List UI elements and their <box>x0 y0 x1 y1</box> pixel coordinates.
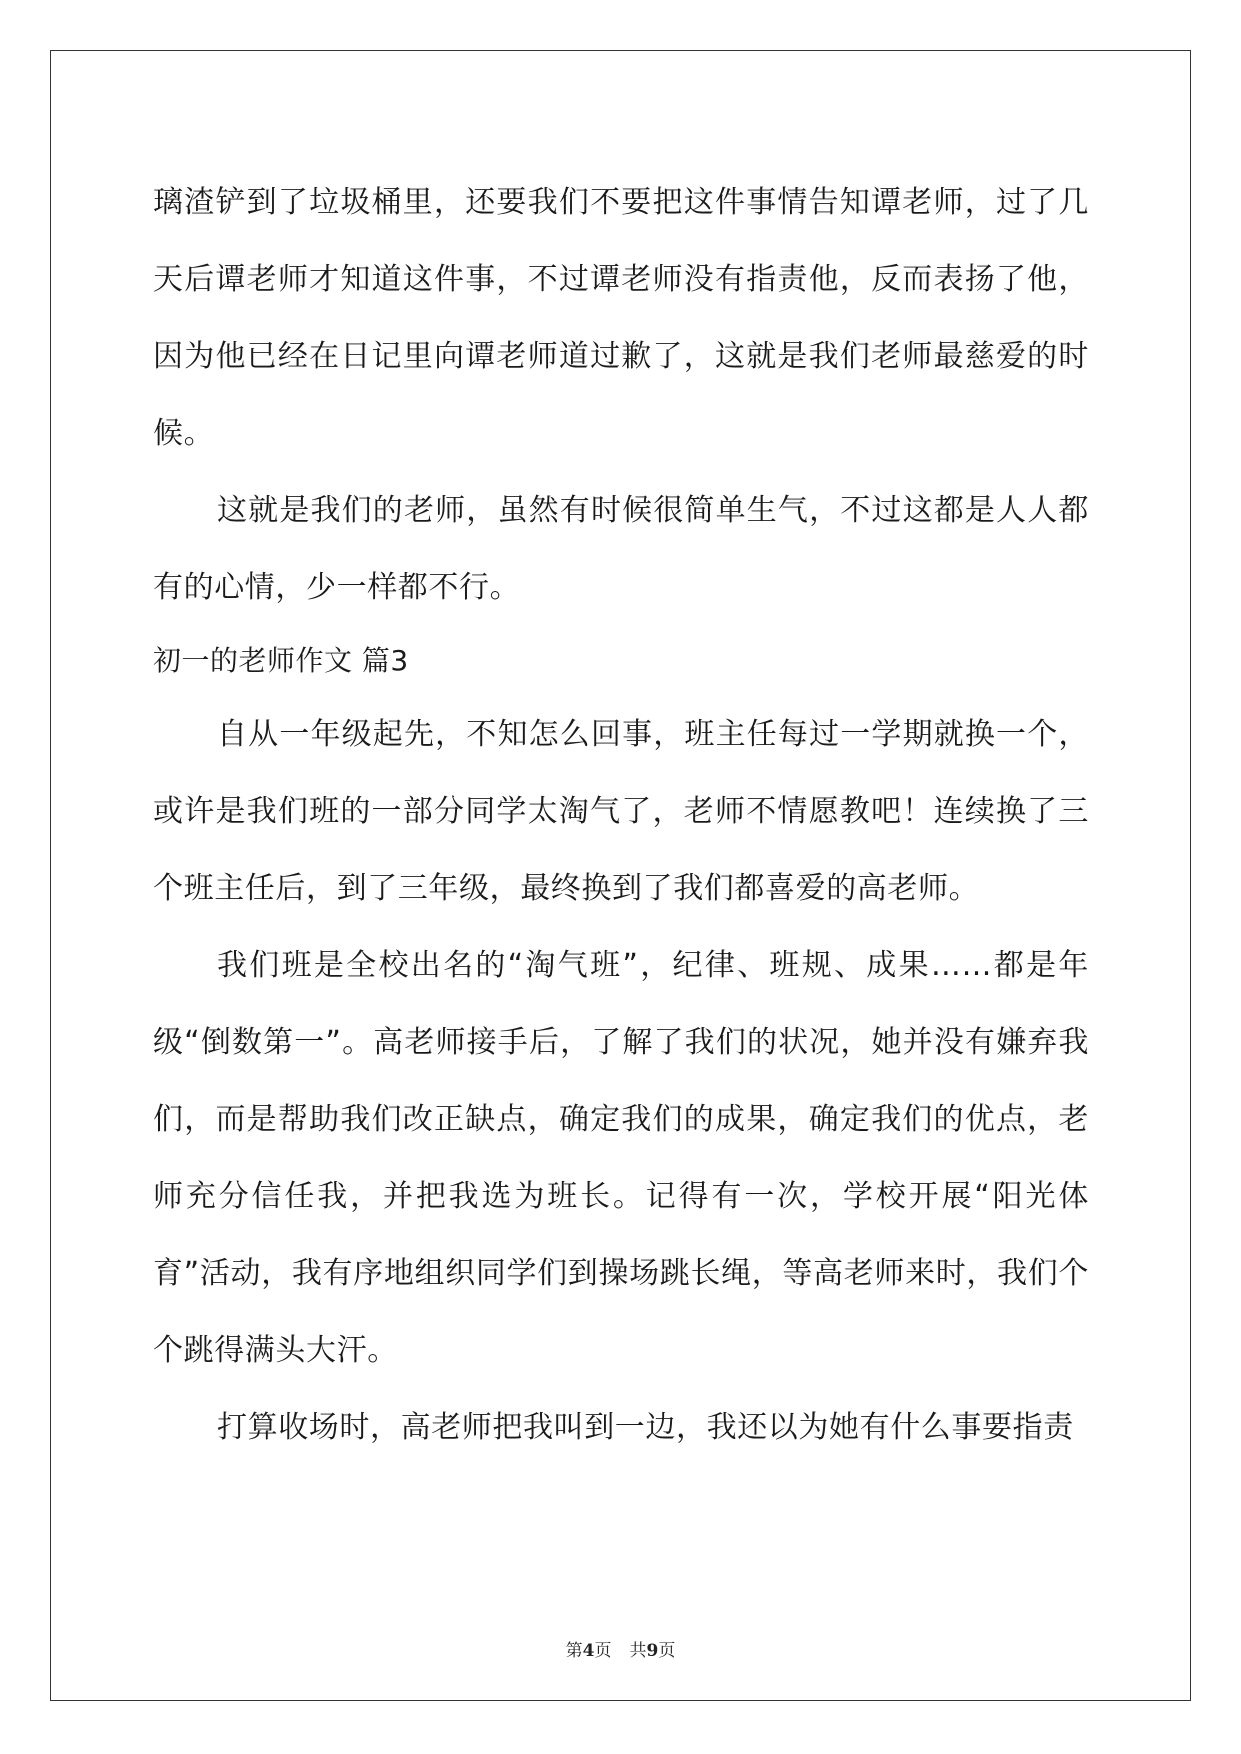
paragraph-5: 打算收场时，高老师把我叫到一边，我还以为她有什么事要指责 <box>217 1410 1074 1445</box>
total-prefix: 共 <box>629 1641 647 1661</box>
page-suffix: 页 <box>594 1641 612 1661</box>
section-heading: 初一的老师作文 篇3 <box>153 644 409 677</box>
paragraph-2: 这就是我们的老师，虽然有时候很简单生气，不过这都是人人都有的心情，少一样都不行。 <box>153 493 1089 605</box>
page-current: 4 <box>582 1641 595 1661</box>
page-footer <box>0 1636 1241 1661</box>
page-total: 9 <box>646 1641 659 1661</box>
page-prefix: 第 <box>565 1641 583 1661</box>
paragraph-3: 自从一年级起先，不知怎么回事，班主任每过一学期就换一个，或许是我们班的一部分同学太淘气了，老师不情愿教吧！连续换了三个班主任后，到了三年级，最终换到了我们都喜爱的高老师。 <box>153 717 1089 906</box>
total-suffix: 页 <box>658 1641 676 1661</box>
paragraph-1: 璃渣铲到了垃圾桶里，还要我们不要把这件事情告知谭老师，过了几天后谭老师才知道这件事，不过谭老师没有指责他，反而表扬了他，因为他已经在日记里向谭老师道过歉了，这就是我们老师最慈爱的时候。 <box>153 185 1089 451</box>
document-body <box>153 164 1089 1466</box>
paragraph-4: 我们班是全校出名的“淘气班”，纪律、班规、成果……都是年级“倒数第一”。高老师接手后，了解了我们的状况，她并没有嫌弃我们，而是帮助我们改正缺点，确定我们的成果，确定我们的优点，老师充分信任我，并把我选为班长。记得有一次，学校开展“阳光体育”活动，我有序地组织同学们到操场跳长绳，等高老师来时，我们个个跳得满头大汗。 <box>153 948 1089 1368</box>
